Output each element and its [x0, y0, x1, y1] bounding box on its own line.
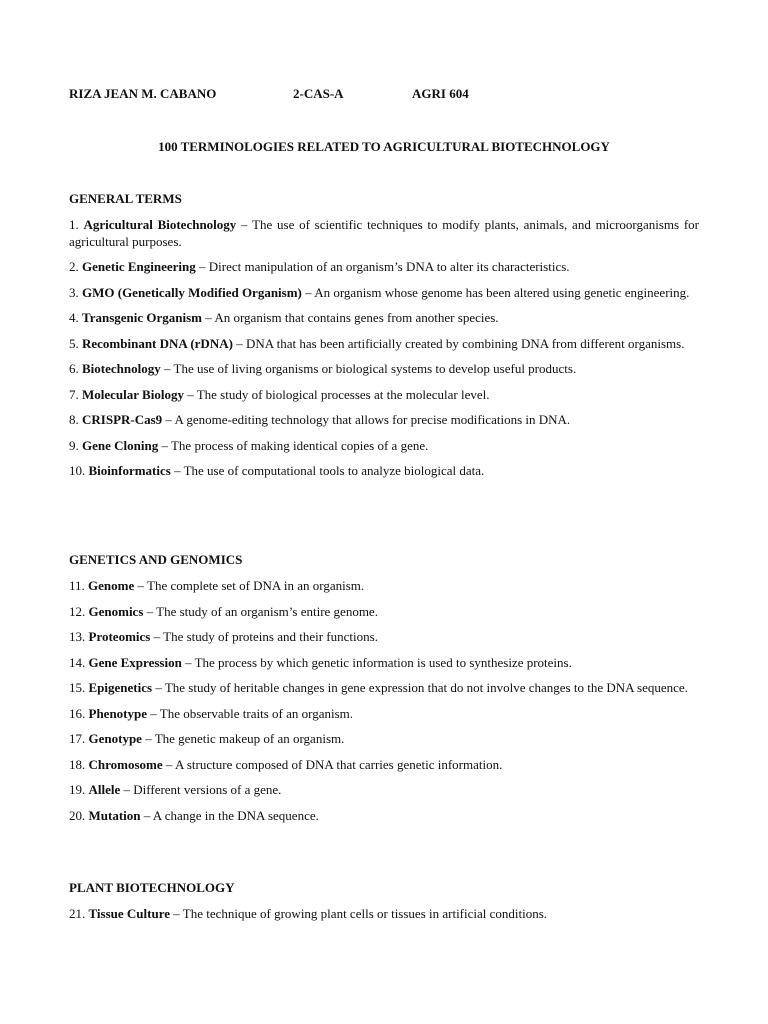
- section-title: PLANT BIOTECHNOLOGY: [69, 880, 235, 895]
- term-name: Genomics: [88, 603, 144, 619]
- term-name: Biotechnology: [82, 361, 161, 376]
- term-item: 13. Proteomics – The study of proteins and their functions.: [69, 629, 378, 644]
- term-item: 9. Gene Cloning – The process of making identical copies of a gene.: [69, 437, 429, 453]
- term-item: 7. Molecular Biology – The study of biological processes at the molecular level.: [69, 386, 490, 402]
- term-item: 17. Genotype – The genetic makeup of an organism.: [69, 731, 345, 746]
- term-number: 21.: [69, 906, 86, 921]
- term-definition: Direct manipulation of an organism’s DNA to alter its characteristics.: [208, 259, 570, 274]
- term-number: 2.: [69, 259, 79, 274]
- term-item: 10. Bioinformatics – The use of computational tools to analyze biological data.: [69, 463, 485, 478]
- term-number: 16.: [69, 705, 86, 721]
- term-number: 18.: [69, 756, 86, 772]
- section-title: GENERAL TERMS: [69, 191, 182, 206]
- term-item: 4. Transgenic Organism – An organism that contains genes from another species.: [69, 310, 499, 325]
- term-definition: The study of heritable changes in gene expression that do not involve changes to the DNA sequence.: [164, 680, 688, 695]
- term-definition: The process of making identical copies of a gene.: [170, 437, 429, 453]
- term-name: Proteomics: [88, 629, 151, 644]
- term-definition: The process by which genetic information is used to synthesize proteins.: [194, 654, 572, 670]
- term-definition: The technique of growing plant cells or tissues in artificial conditions.: [182, 906, 548, 921]
- term-name: GMO (Genetically Modified Organism): [82, 284, 302, 300]
- term-item: 6. Biotechnology – The use of living organisms or biological systems to develop useful products.: [69, 361, 577, 376]
- term-item: 2. Genetic Engineering – Direct manipulation of an organism’s DNA to alter its characteristics.: [69, 259, 570, 274]
- term-name: Genotype: [88, 731, 142, 746]
- term-definition: The study of proteins and their functions.: [163, 629, 378, 644]
- term-item: 19. Allele – Different versions of a gene.: [69, 782, 282, 797]
- term-number: 20.: [69, 807, 86, 823]
- term-item: 11. Genome – The complete set of DNA in an organism.: [69, 578, 365, 593]
- term-number: 10.: [69, 463, 86, 478]
- term-definition: The complete set of DNA in an organism.: [147, 578, 365, 593]
- term-name: Gene Cloning: [82, 437, 159, 453]
- term-name: Agricultural Biotechnology: [83, 217, 237, 232]
- term-number: 3.: [69, 284, 79, 300]
- term-name: Chromosome: [88, 756, 163, 772]
- term-item: 16. Phenotype – The observable traits of an organism.: [69, 705, 354, 721]
- term-item: 8. CRISPR-Cas9 – A genome-editing technology that allows for precise modifications in DNA.: [69, 412, 571, 427]
- term-name: Transgenic Organism: [82, 310, 203, 325]
- term-definition: A change in the DNA sequence.: [152, 807, 319, 823]
- term-name: Allele: [88, 782, 121, 797]
- term-name: Genome: [88, 578, 135, 593]
- term-definition: An organism that contains genes from another species.: [214, 310, 499, 325]
- term-number: 13.: [69, 629, 86, 644]
- term-item: 1. Agricultural Biotechnology – The use of scientific techniques to modify plants, animals, and microorganisms for agricultural purposes.: [69, 217, 700, 249]
- term-definition: The study of an organism’s entire genome.: [156, 603, 378, 619]
- term-item: 3. GMO (Genetically Modified Organism) – An organism whose genome has been altered using genetic engineering.: [69, 284, 690, 300]
- term-name: Mutation: [88, 807, 141, 823]
- term-name: Molecular Biology: [82, 386, 184, 402]
- term-item: 20. Mutation – A change in the DNA sequence.: [69, 807, 319, 823]
- term-item: 21. Tissue Culture – The technique of growing plant cells or tissues in artificial conditions.: [69, 906, 548, 921]
- term-item: 5. Recombinant DNA (rDNA) – DNA that has been artificially created by combining DNA from different organisms.: [69, 335, 685, 351]
- term-name: Recombinant DNA (rDNA): [82, 335, 233, 351]
- term-number: 5.: [69, 335, 79, 351]
- term-number: 14.: [69, 654, 86, 670]
- term-name: Gene Expression: [88, 654, 182, 670]
- term-definition: An organism whose genome has been altered using genetic engineering.: [314, 284, 690, 300]
- term-name: Tissue Culture: [88, 906, 171, 921]
- term-item: 18. Chromosome – A structure composed of DNA that carries genetic information.: [69, 756, 503, 772]
- term-definition: A genome-editing technology that allows for precise modifications in DNA.: [174, 412, 571, 427]
- term-definition: Different versions of a gene.: [133, 782, 282, 797]
- section-genetics-and-genomics: [69, 552, 699, 833]
- section-general-terms: [69, 191, 699, 489]
- term-definition: The use of living organisms or biological systems to develop useful products.: [173, 361, 577, 376]
- term-number: 9.: [69, 437, 79, 453]
- term-definition: A structure composed of DNA that carries genetic information.: [174, 756, 503, 772]
- term-definition: The study of biological processes at the molecular level.: [196, 386, 490, 402]
- document-title: 100 TERMINOLOGIES RELATED TO AGRICULTURAL BIOTECHNOLOGY: [158, 139, 610, 154]
- term-number: 17.: [69, 731, 86, 746]
- term-number: 11.: [69, 578, 85, 593]
- term-definition: The genetic makeup of an organism.: [154, 731, 345, 746]
- term-name: CRISPR-Cas9: [82, 412, 163, 427]
- term-name: Epigenetics: [88, 680, 153, 695]
- term-name: Phenotype: [88, 705, 147, 721]
- term-number: 6.: [69, 361, 79, 376]
- term-number: 7.: [69, 386, 79, 402]
- term-item: 15. Epigenetics – The study of heritable changes in gene expression that do not involve changes to the DNA sequence.: [69, 680, 688, 695]
- section-plant-biotechnology: [69, 880, 699, 932]
- term-number: 1.: [69, 217, 79, 232]
- term-definition: The observable traits of an organism.: [159, 705, 354, 721]
- term-number: 19.: [69, 782, 86, 797]
- term-definition: The use of scientific techniques to modify plants, animals, and microorganisms for agricultural purposes.: [69, 217, 700, 249]
- term-name: Genetic Engineering: [82, 259, 196, 274]
- term-number: 12.: [69, 603, 86, 619]
- term-number: 8.: [69, 412, 79, 427]
- term-name: Bioinformatics: [88, 463, 171, 478]
- class-section: 2-CAS-A: [293, 86, 344, 101]
- term-number: 15.: [69, 680, 86, 695]
- term-definition: DNA that has been artificially created by combining DNA from different organisms.: [245, 335, 685, 351]
- term-definition: The use of computational tools to analyze biological data.: [183, 463, 485, 478]
- term-number: 4.: [69, 310, 79, 325]
- term-item: 12. Genomics – The study of an organism’s entire genome.: [69, 603, 378, 619]
- section-title: GENETICS AND GENOMICS: [69, 552, 243, 567]
- term-item: 14. Gene Expression – The process by which genetic information is used to synthesize proteins.: [69, 654, 572, 670]
- course-code: AGRI 604: [412, 86, 469, 101]
- student-name: RIZA JEAN M. CABANO: [69, 86, 217, 101]
